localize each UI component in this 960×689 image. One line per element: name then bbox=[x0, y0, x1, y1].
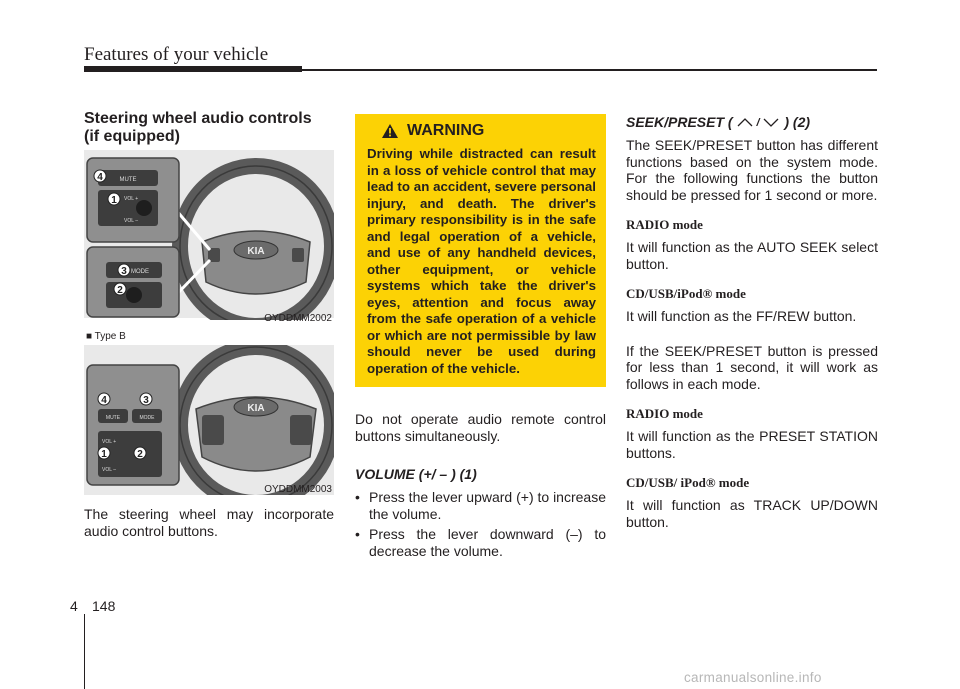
vol-knob-shape bbox=[136, 200, 152, 216]
seek-description: The SEEK/PRESET button has different functions based on the system mode. For the following functions the button should be pressed for 1 second or more. bbox=[626, 137, 878, 203]
callout-4-text: 4 bbox=[97, 172, 103, 183]
figure-type-a bbox=[84, 150, 334, 330]
column-middle bbox=[355, 114, 606, 563]
radio-mode-text-2: It will function as the PRESET STATION buttons. bbox=[626, 428, 878, 461]
section-heading-line1: Steering wheel audio controls bbox=[84, 110, 312, 127]
mute-b-button-text: MUTE bbox=[105, 415, 121, 421]
column-left-body bbox=[84, 506, 334, 539]
callout-3-text: 3 bbox=[121, 266, 127, 277]
callout-b-3-text: 3 bbox=[143, 395, 149, 406]
footer-page-number: 148 bbox=[92, 598, 116, 614]
mode-button-text: MODE bbox=[131, 269, 149, 275]
mute-button-text: MUTE bbox=[119, 177, 137, 183]
seek-heading-prefix: SEEK/PRESET ( bbox=[626, 114, 733, 130]
kia-logo-b-text: KIA bbox=[247, 403, 265, 414]
right-switch-pod bbox=[292, 248, 304, 262]
right-switch-b-pod bbox=[290, 415, 312, 445]
figure-type-b bbox=[84, 327, 334, 500]
radio-mode-heading-1: RADIO mode bbox=[626, 217, 703, 232]
cd-mode-text-1: It will function as the FF/REW button. bbox=[626, 308, 857, 324]
callout-b-2-text: 2 bbox=[137, 449, 143, 460]
warning-header bbox=[381, 122, 596, 140]
vol-plus-b-text: VOL + bbox=[102, 439, 117, 445]
site-watermark: carmanualsonline.info bbox=[684, 670, 822, 685]
svg-text:/: / bbox=[756, 117, 761, 128]
cd-mode-heading-2: CD/USB/ iPod® mode bbox=[626, 475, 750, 490]
callout-b-4-text: 4 bbox=[101, 395, 107, 406]
callout-1-text: 1 bbox=[111, 195, 117, 206]
footer-divider bbox=[84, 614, 85, 689]
volume-bullet-down: • Press the lever downward (–) to decrease the volume. bbox=[355, 526, 606, 559]
radio-mode-text-1: It will function as the AUTO SEEK select button. bbox=[626, 239, 878, 272]
seek-up-down-arrows-icon bbox=[736, 116, 780, 128]
cd-mode-text-2: It will function as TRACK UP/DOWN button. bbox=[626, 497, 878, 530]
volume-bullet-up: • Press the lever upward (+) to increase the volume. bbox=[355, 489, 606, 522]
kia-logo-text: KIA bbox=[247, 246, 265, 257]
cd-mode-heading-1: CD/USB/iPod® mode bbox=[626, 286, 746, 301]
header-rule-thick bbox=[84, 66, 302, 72]
left-switch-b-pod bbox=[202, 415, 224, 445]
warning-text: Driving while distracted can result in a loss of vehicle control that may lead to an accident, severe personal injury, and death. The driver's primary responsibility is in the safe and legal operation of a vehicle, and use of any handheld devices, other equipment, or vehicle systems which take the driver's eyes, attention and focus away from the safe operation of a vehicle or which are not permissible by law should never be used during operation of the vehicle. bbox=[367, 146, 596, 376]
vol-minus-b-text: VOL – bbox=[102, 467, 116, 473]
warning-triangle-icon bbox=[381, 123, 399, 139]
figure-a-code: OYDDMM2002 bbox=[264, 313, 332, 324]
figure-type-b-label: ■ Type B bbox=[86, 331, 126, 342]
simultaneous-warning-text: Do not operate audio remote control buttons simultaneously. bbox=[355, 411, 606, 444]
vol-minus-text: VOL – bbox=[124, 218, 138, 224]
column-right bbox=[626, 114, 878, 530]
steering-wheel-type-a-illustration bbox=[84, 150, 334, 320]
seek-knob-shape bbox=[126, 287, 142, 303]
section-heading-line2: (if equipped) bbox=[84, 128, 180, 145]
column-left bbox=[84, 110, 334, 146]
mode-b-button-text: MODE bbox=[139, 415, 155, 421]
short-press-text: If the SEEK/PRESET button is pressed for less than 1 second, it will work as follows in each mode. bbox=[626, 342, 878, 392]
footer-chapter-number: 4 bbox=[70, 598, 78, 614]
callout-b-1-text: 1 bbox=[101, 449, 107, 460]
wheel-hub bbox=[202, 231, 310, 294]
callout-2-text: 2 bbox=[117, 285, 123, 296]
vol-plus-text: VOL + bbox=[124, 196, 139, 202]
volume-heading: VOLUME (+/ – ) (1) bbox=[355, 466, 477, 482]
warning-title: WARNING bbox=[407, 122, 485, 139]
header-rule-thin bbox=[302, 69, 877, 71]
seek-heading bbox=[626, 114, 878, 131]
figure-b-code: OYDDMM2003 bbox=[264, 484, 332, 495]
radio-mode-heading-2: RADIO mode bbox=[626, 406, 703, 421]
steering-wheel-type-b-illustration bbox=[84, 345, 334, 495]
seek-heading-suffix: ) (2) bbox=[784, 114, 811, 130]
warning-box bbox=[355, 114, 606, 387]
intro-paragraph: The steering wheel may incorporate audio control buttons. bbox=[84, 506, 334, 539]
page-header-title: Features of your vehicle bbox=[84, 44, 269, 65]
